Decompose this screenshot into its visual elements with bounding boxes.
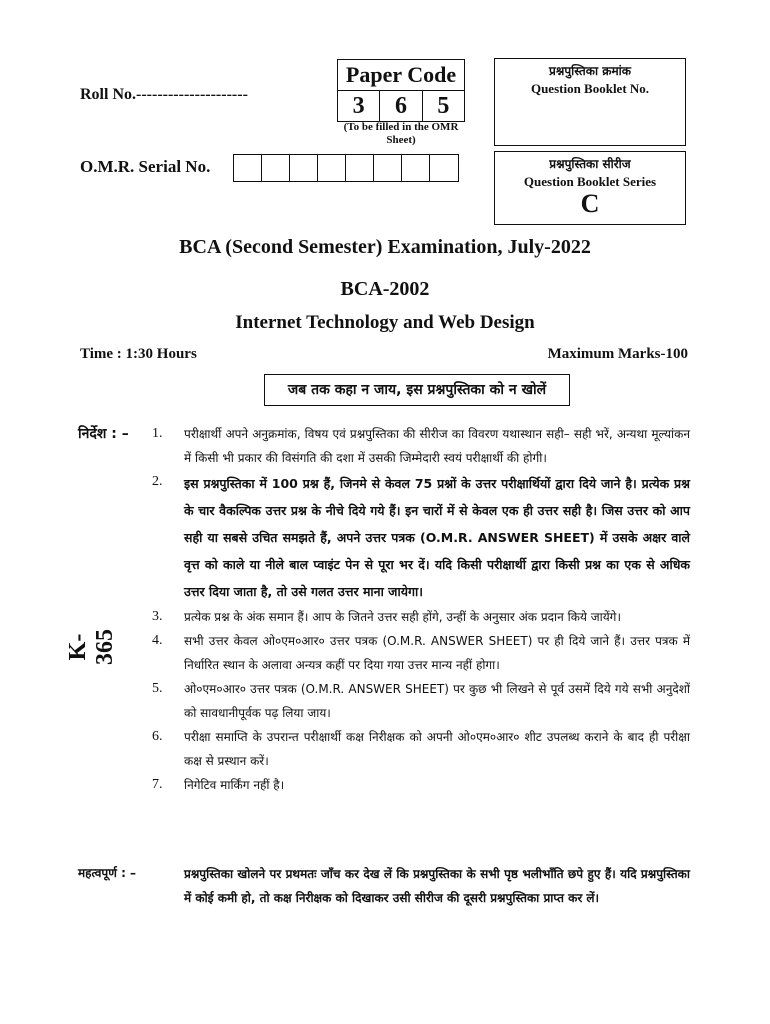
instruction-text: ओ०एम०आर० उत्तर पत्रक (O.M.R. ANSWER SHEET) पर कुछ भी लिखने से पूर्व उसमें दिये गये सभी अनुदेशों को सावधानीपूर्वक पढ़ लिया जाय। (184, 682, 690, 720)
instruction-item (152, 773, 690, 797)
instruction-text: प्रत्येक प्रश्न के अंक समान हैं। आप के जितने उत्तर सही होंगे, उन्हीं के अनुसार अंक प्रदान किये जायेंगे। (184, 610, 621, 624)
instruction-number: 2. (152, 474, 163, 489)
omr-serial-box (430, 155, 458, 181)
question-booklet-series-box (494, 151, 686, 225)
side-code: K-365 (65, 629, 118, 665)
booklet-series-letter: C (580, 189, 600, 218)
booklet-number-english-label: Question Booklet No. (530, 81, 650, 96)
important-note: प्रश्नपुस्तिका खोलने पर प्रथमतः जाँच कर देख लें कि प्रश्नपुस्तिका के सभी पृष्ठ भलीभाँति छपे हुए हैं। यदि प्रश्नपुस्तिका में कोई कमी हो, तो कक्ष निरीक्षक को दिखाकर उसी सीरीज की दूसरी प्रश्नपुस्तिका प्राप्त कर लें। (184, 867, 690, 905)
instruction-item (152, 725, 690, 773)
instruction-item (152, 422, 690, 470)
omr-serial-box (318, 155, 346, 181)
instruction-number: 1. (152, 426, 163, 441)
instruction-text: परीक्षार्थी अपने अनुक्रमांक, विषय एवं प्रश्नपुस्तिका की सीरीज का विवरण यथास्थान सही– सही भरें, अन्यथा मूल्यांकन में किसी भी प्रकार की विसंगति की दशा में उसकी जिम्मेदारी स्वयं परीक्षार्थी की होगी। (184, 427, 690, 465)
question-booklet-number-box (494, 58, 686, 146)
paper-code-digits (338, 91, 464, 121)
do-not-open-warning: जब तक कहा न जाय, इस प्रश्नपुस्तिका को न खोलें (264, 374, 570, 406)
omr-serial-box (290, 155, 318, 181)
booklet-series-hindi-label: प्रश्नपुस्तिका सीरीज (549, 157, 631, 171)
maximum-marks: Maximum Marks-100 (547, 346, 688, 362)
subject-title: Internet Technology and Web Design (235, 312, 535, 333)
instruction-text: सभी उत्तर केवल ओ०एम०आर० उत्तर पत्रक (O.M.R. ANSWER SHEET) पर ही दिये जाने हैं। उत्तर पत्रक में निर्धारित स्थान के अलावा अन्यत्र कहीं पर दिया गया उत्तर मान्य नहीं होगा। (184, 634, 690, 672)
exam-title: BCA (Second Semester) Examination, July-2022 (179, 236, 591, 258)
paper-code-box (337, 59, 465, 122)
paper-code-digit: 5 (437, 93, 450, 119)
omr-serial-box (402, 155, 430, 181)
instruction-number: 3. (152, 609, 163, 624)
omr-serial-box (346, 155, 374, 181)
omr-serial-boxes (233, 154, 459, 182)
exam-time: Time : 1:30 Hours (80, 346, 197, 362)
paper-code-title: Paper Code (338, 60, 464, 91)
instructions-label: निर्देश : – (78, 426, 129, 442)
omr-serial-box (262, 155, 290, 181)
instruction-item (152, 629, 690, 677)
instructions-list (152, 422, 690, 797)
paper-code-note: (To be filled in the OMR Sheet) (343, 121, 459, 146)
instruction-number: 7. (152, 777, 163, 792)
instruction-item (152, 677, 690, 725)
instruction-text: निगेटिव मार्किंग नहीं है। (184, 778, 285, 792)
instruction-text: परीक्षा समाप्ति के उपरान्त परीक्षार्थी कक्ष निरीक्षक को अपनी ओ०एम०आर० शीट उपलब्ध कराने के बाद ही परीक्षा कक्ष से प्रस्थान करें। (184, 730, 690, 768)
instruction-item (152, 470, 690, 605)
paper-code-digit: 6 (380, 91, 422, 121)
instruction-number: 6. (152, 729, 163, 744)
instruction-text: इस प्रश्नपुस्तिका में 100 प्रश्न हैं, जिनमे से केवल 75 प्रश्नों के उत्तर परीक्षार्थियों द्वारा दिये जाने है। प्रत्येक प्रश्न के चार वैकल्पिक उत्तर प्रश्न के नीचे दिये गये हैं। इन चारों में से केवल एक ही उत्तर सही है। जिस उत्तर को आप सही या सबसे उचित समझते हैं, अपने उत्तर पत्रक (O.M.R. ANSWER SHEET) में उसके अक्षर वाले वृत्त को काले या नीले बाल प्वाइंट पेन से पूरा भर दें। यदि किसी परीक्षार्थी द्वारा किसी प्रश्न का एक से अधिक उत्तर दिया जाता है, तो उसे गलत उत्तर माना जायेगा। (184, 476, 690, 599)
important-label: महत्वपूर्ण : – (78, 866, 137, 880)
booklet-series-english-label: Question Booklet Series (523, 174, 657, 189)
course-code: BCA-2002 (340, 278, 430, 300)
omr-serial-box (234, 155, 262, 181)
paper-code-digit: 3 (338, 91, 380, 121)
roll-number-field: Roll No.--------------------- (80, 86, 248, 103)
instruction-number: 4. (152, 633, 163, 648)
omr-serial-label: O.M.R. Serial No. (80, 157, 211, 176)
instruction-item (152, 605, 690, 629)
omr-serial-box (374, 155, 402, 181)
booklet-number-hindi-label: प्रश्नपुस्तिका क्रमांक (549, 64, 631, 78)
instruction-number: 5. (152, 681, 163, 696)
